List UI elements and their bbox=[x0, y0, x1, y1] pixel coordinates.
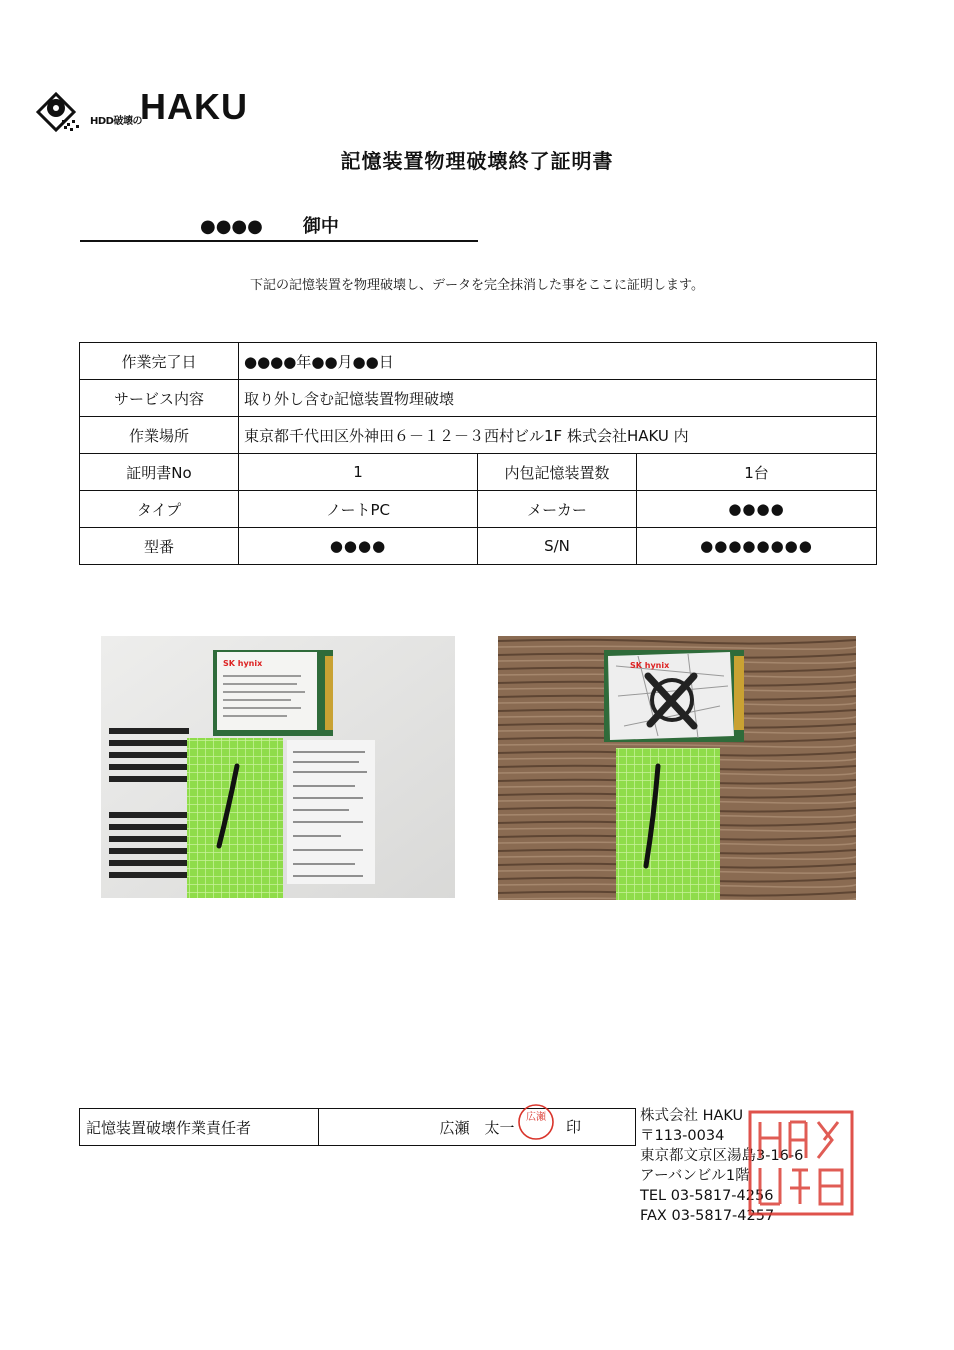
addressee bbox=[200, 212, 339, 238]
row-label: タイプ bbox=[80, 491, 239, 528]
row-label: 型番 bbox=[80, 528, 239, 565]
row-label: メーカー bbox=[478, 491, 637, 528]
row-value: ●●●●●●●● bbox=[637, 528, 877, 565]
intro-text: 下記の記憶装置を物理破壊し、データを完全抹消した事をここに証明します。 bbox=[250, 278, 704, 293]
logo-brand: HAKU bbox=[140, 86, 248, 127]
info-table bbox=[79, 342, 877, 565]
company-name: 株式会社 HAKU bbox=[640, 1108, 744, 1124]
row-value: ●●●●年●●月●●日 bbox=[239, 343, 877, 380]
row-label: 証明書No bbox=[80, 454, 239, 491]
addressee-name: ●●●● bbox=[200, 216, 263, 237]
company-seal-text: 株式会社HAKU bbox=[797, 1214, 805, 1215]
row-label: 作業完了日 bbox=[80, 343, 239, 380]
addressee-underline bbox=[80, 240, 478, 242]
table-row bbox=[80, 380, 877, 417]
table-row bbox=[80, 417, 877, 454]
row-value: 1台 bbox=[637, 454, 877, 491]
company-address2: アーバンビル1階 bbox=[640, 1168, 750, 1184]
row-label: サービス内容 bbox=[80, 380, 239, 417]
row-label: 作業場所 bbox=[80, 417, 239, 454]
row-value: 東京都千代田区外神田６－１２－３西村ビル1F 株式会社HAKU 内 bbox=[239, 417, 877, 454]
company-seal-icon bbox=[746, 1108, 856, 1218]
table-row bbox=[80, 343, 877, 380]
seal-name-text: 広瀬 bbox=[526, 1112, 546, 1123]
table-row bbox=[80, 454, 877, 491]
row-value: ●●●● bbox=[239, 528, 478, 565]
company-postal: 〒113-0034 bbox=[640, 1128, 725, 1144]
addressee-honorific: 御中 bbox=[302, 216, 339, 237]
row-value: ノートPC bbox=[239, 491, 478, 528]
responsible-name: 広瀬 太一 bbox=[319, 1109, 636, 1146]
inkan-mark: 印 bbox=[566, 1118, 582, 1136]
company-tel: TEL 03-5817-4256 bbox=[640, 1188, 774, 1204]
row-value: 取り外し含む記憶装置物理破壊 bbox=[239, 380, 877, 417]
row-label: 内包記憶装置数 bbox=[478, 454, 637, 491]
table-row bbox=[80, 528, 877, 565]
photo-after-destruction bbox=[498, 636, 856, 900]
table-row bbox=[80, 491, 877, 528]
responsible-label: 記憶装置破壊作業責任者 bbox=[80, 1109, 319, 1146]
company-address1: 東京都文京区湯島3-16-6 bbox=[640, 1148, 804, 1164]
photo-before-destruction bbox=[101, 636, 455, 898]
ssd-label-after: SK hynix bbox=[630, 661, 670, 670]
row-label: S/N bbox=[478, 528, 637, 565]
logo-subtext: HDD破壊の bbox=[90, 116, 142, 127]
haku-logo-icon bbox=[34, 90, 94, 140]
ssd-label-before: SK hynix bbox=[223, 659, 263, 668]
personal-seal-icon bbox=[516, 1102, 556, 1142]
row-value: 1 bbox=[239, 454, 478, 491]
document-title: 記憶装置物理破壊終了証明書 bbox=[340, 149, 614, 173]
row-value: ●●●● bbox=[637, 491, 877, 528]
company-fax: FAX 03-5817-4257 bbox=[640, 1208, 775, 1224]
